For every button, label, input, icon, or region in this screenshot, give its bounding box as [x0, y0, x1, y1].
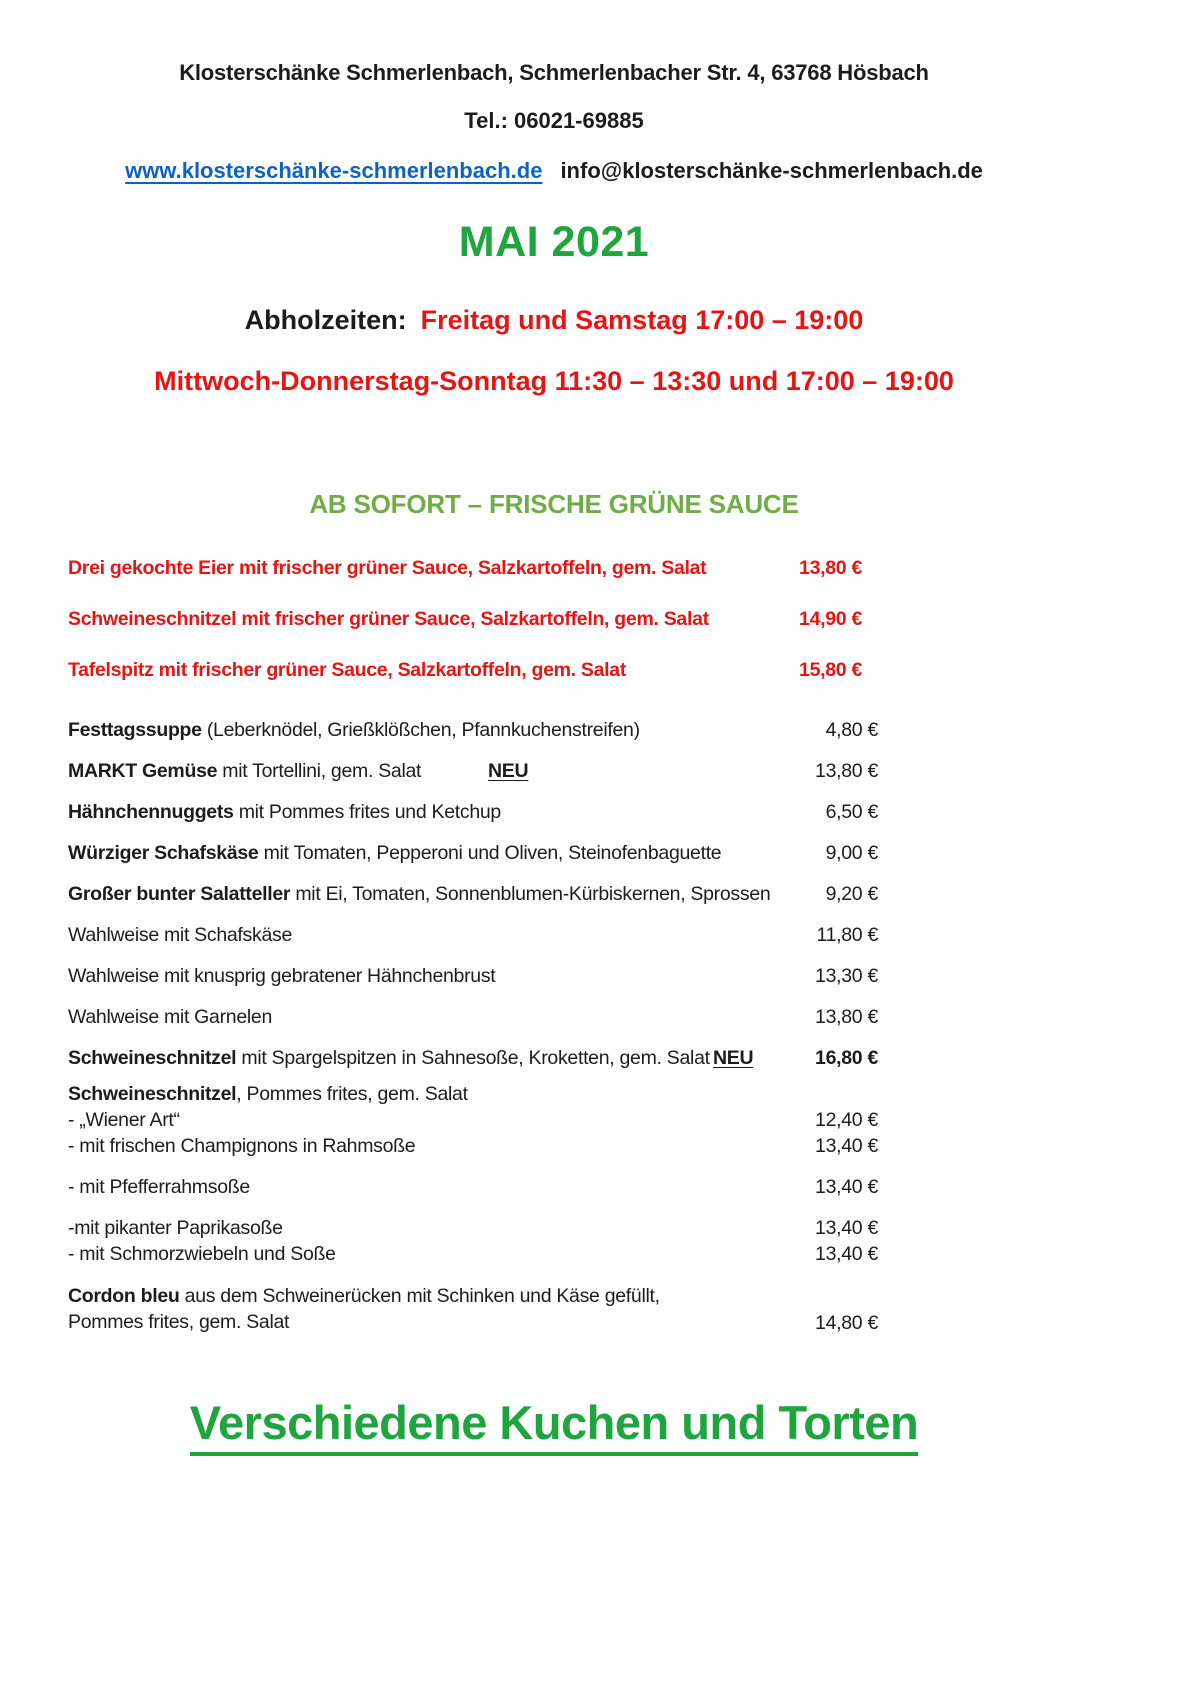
menu-row [68, 841, 878, 865]
item-price: 12,40 € [815, 1109, 878, 1131]
pickup-times-line1 [68, 305, 1040, 336]
menu-row [68, 1175, 878, 1199]
menu-row [68, 1216, 878, 1240]
pickup-fri-sat: Freitag und Samstag 17:00 – 19:00 [420, 305, 864, 335]
item-desc: mit Spargelspitzen in Sahnesoße, Kroketten, gem. Salat [236, 1047, 710, 1069]
item-price: 16,80 € [815, 1047, 878, 1069]
item-name: Schweineschnitzel [68, 1083, 237, 1105]
item-desc: -mit pikanter Paprikasoße [68, 1217, 283, 1239]
item-name: Schweineschnitzel [68, 1047, 237, 1069]
item-text: Tafelspitz mit frischer grüner Sauce, Salzkartoffeln, gem. Salat [68, 659, 627, 681]
item-desc-line2: Pommes frites, gem. Salat [68, 1311, 290, 1333]
item-desc: - „Wiener Art“ [68, 1109, 180, 1131]
item-price: 15,80 € [799, 659, 862, 681]
item-text: Schweineschnitzel mit frischer grüner Sauce, Salzkartoffeln, gem. Salat [68, 608, 709, 630]
email-address: info@klosterschänke-schmerlenbach.de [560, 158, 983, 183]
menu-row [68, 759, 878, 783]
menu-row [68, 556, 878, 580]
item-text: Drei gekochte Eier mit frischer grüner Sauce, Salzkartoffeln, gem. Salat [68, 557, 707, 579]
item-price: 11,80 € [816, 924, 878, 946]
section-title: AB SOFORT – FRISCHE GRÜNE SAUCE [309, 489, 799, 519]
item-desc: - mit frischen Champignons in Rahmsoße [68, 1135, 416, 1157]
item-price: 13,30 € [815, 965, 878, 987]
menu-row [68, 1283, 878, 1335]
menu-row [68, 923, 878, 947]
item-price: 13,80 € [815, 760, 878, 782]
item-desc: Wahlweise mit Schafskäse [68, 924, 292, 946]
menu-row [68, 1134, 878, 1158]
item-desc: (Leberknödel, Grießklößchen, Pfannkuchenstreifen) [201, 719, 640, 741]
neu-badge: NEU [713, 1047, 754, 1069]
menu-row [68, 1005, 878, 1029]
item-price: 13,40 € [815, 1243, 878, 1265]
item-price: 14,90 € [799, 608, 862, 630]
item-name: Hähnchennuggets [68, 801, 234, 823]
menu-row [68, 964, 878, 988]
month-title: MAI 2021 [458, 218, 650, 266]
restaurant-address: Klosterschänke Schmerlenbach, Schmerlenbacher Str. 4, 63768 Hösbach [179, 60, 929, 85]
menu-row [68, 607, 878, 631]
item-price: 9,00 € [825, 842, 878, 864]
website-link[interactable]: www.klosterschänke-schmerlenbach.de [125, 158, 543, 183]
item-name: Würziger Schafskäse [68, 842, 259, 864]
footer [68, 1395, 1040, 1456]
item-desc: - mit Pfefferrahmsoße [68, 1176, 250, 1198]
featured-items [68, 556, 878, 682]
menu-row [68, 1082, 878, 1106]
pickup-label: Abholzeiten: [244, 305, 407, 335]
item-desc: mit Pommes frites und Ketchup [233, 801, 501, 823]
menu-row [68, 1046, 878, 1070]
neu-badge: NEU [488, 760, 529, 782]
item-price: 13,80 € [815, 1006, 878, 1028]
menu-list [68, 556, 878, 1335]
item-desc: aus dem Schweinerücken mit Schinken und Käse gefüllt, [179, 1285, 660, 1307]
item-price: 13,40 € [815, 1217, 878, 1239]
item-price: 13,80 € [799, 557, 862, 579]
menu-row [68, 882, 878, 906]
item-price: 9,20 € [825, 883, 878, 905]
item-desc: Wahlweise mit knusprig gebratener Hähnchenbrust [68, 965, 496, 987]
item-price: 13,40 € [815, 1135, 878, 1157]
menu-row [68, 1108, 878, 1132]
menu-row [68, 1242, 878, 1266]
menu-row [68, 658, 878, 682]
contact-line [68, 158, 1040, 184]
pickup-times-line2: Mittwoch-Donnerstag-Sonntag 11:30 – 13:30 und 17:00 – 19:00 [154, 366, 954, 396]
cakes-heading: Verschiedene Kuchen und Torten [190, 1395, 918, 1456]
item-price: 13,40 € [815, 1176, 878, 1198]
menu-row [68, 718, 878, 742]
item-price: 6,50 € [825, 801, 878, 823]
item-name: MARKT Gemüse [68, 760, 218, 782]
item-name: Cordon bleu [68, 1285, 180, 1307]
item-desc: mit Tortellini, gem. Salat [217, 760, 422, 782]
item-desc: , Pommes frites, gem. Salat [236, 1083, 468, 1105]
header [68, 60, 1040, 520]
phone-number: Tel.: 06021-69885 [464, 108, 644, 133]
item-name: Großer bunter Salatteller [68, 883, 291, 905]
item-price: 4,80 € [825, 719, 878, 741]
item-name: Festtagssuppe [68, 719, 202, 741]
item-desc: mit Tomaten, Pepperoni und Oliven, Steinofenbaguette [258, 842, 722, 864]
menu-row [68, 800, 878, 824]
item-price: 14,80 € [815, 1312, 878, 1334]
item-desc: mit Ei, Tomaten, Sonnenblumen-Kürbiskernen, Sprossen [290, 883, 771, 905]
item-desc: - mit Schmorzwiebeln und Soße [68, 1243, 336, 1265]
item-desc: Wahlweise mit Garnelen [68, 1006, 273, 1028]
